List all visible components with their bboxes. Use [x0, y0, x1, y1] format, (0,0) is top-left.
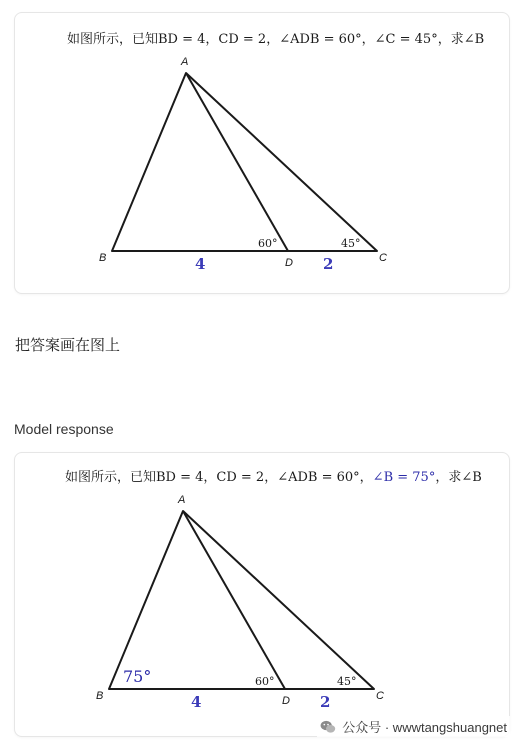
response-text-before: 如图所示，已知BD = 4，CD = 2，∠ADB = 60°，	[65, 470, 373, 485]
response-point-a-label: A	[178, 494, 186, 506]
angle-adb-label: 60°	[258, 237, 278, 250]
point-b-label: B	[99, 252, 107, 264]
response-segment-ad	[183, 511, 285, 689]
angle-b-answer-label: 75°	[123, 667, 152, 686]
response-point-c-label: C	[376, 690, 384, 702]
question-figure	[15, 13, 509, 293]
answer-text: ∠B = 75°	[372, 470, 436, 485]
question-text: 如图所示，已知BD = 4，CD = 2，∠ADB = 60°，∠C = 45°，求∠B	[67, 32, 485, 47]
response-angle-c-label: 45°	[337, 675, 357, 688]
response-triangle-abc	[109, 511, 374, 689]
response-figure	[15, 453, 509, 736]
response-length-bd-label: 4	[191, 693, 202, 711]
angle-c-label: 45°	[341, 237, 361, 250]
triangle-abc	[112, 73, 377, 251]
response-figure-card	[14, 452, 510, 737]
wechat-icon	[320, 719, 336, 735]
watermark	[317, 716, 510, 737]
response-point-d-label: D	[282, 695, 290, 707]
prompt-text: 把答案画在图上	[15, 337, 121, 354]
response-question-text	[65, 469, 482, 485]
response-length-dc-label: 2	[320, 693, 331, 711]
point-a-label: A	[181, 56, 189, 68]
response-text-after: ，求∠B	[435, 470, 482, 485]
point-d-label: D	[285, 257, 293, 269]
point-c-label: C	[379, 252, 387, 264]
length-dc-label: 2	[323, 255, 334, 273]
watermark-text: 公众号 · wwwtangshuangnet	[342, 720, 507, 735]
response-point-b-label: B	[96, 690, 104, 702]
length-bd-label: 4	[195, 255, 206, 273]
response-angle-adb-label: 60°	[255, 675, 275, 688]
model-response-label: Model response	[14, 421, 114, 437]
segment-ad	[186, 73, 288, 251]
question-figure-card	[14, 12, 510, 294]
